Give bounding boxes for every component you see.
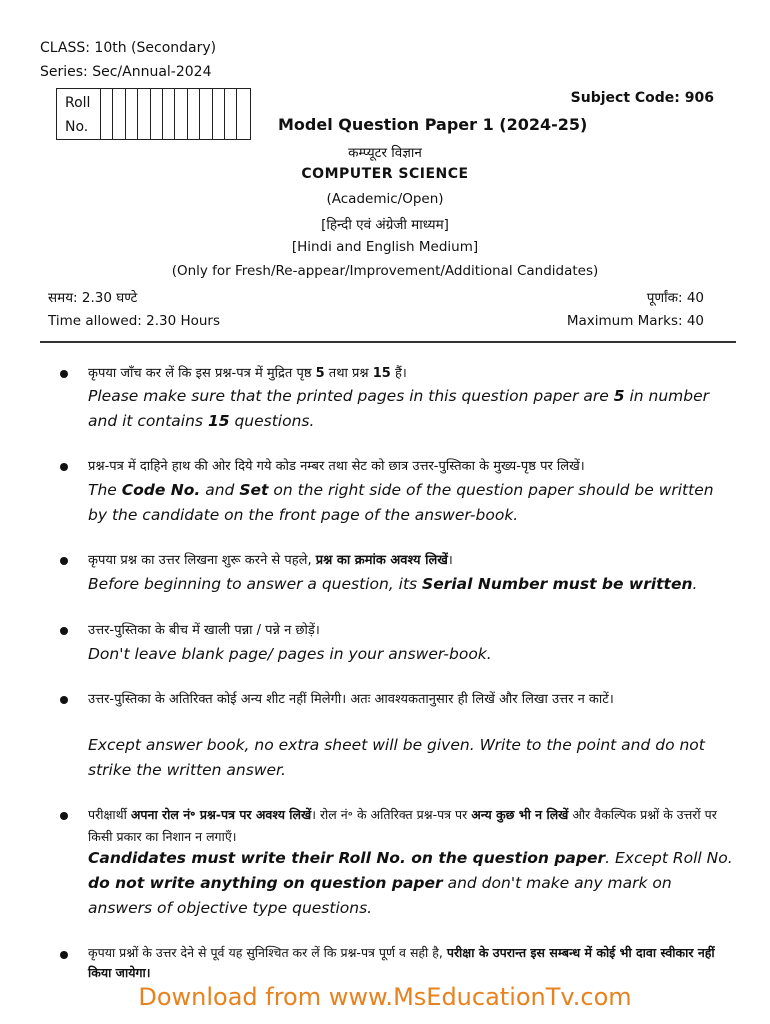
roll-label: [57, 89, 101, 139]
instruction-2-english: The Code No. and Set on the right side of the question paper should be written by the candidate on the front page of the answer-book.: [88, 481, 714, 524]
bullet-icon: [60, 627, 68, 635]
header-divider: [40, 341, 736, 343]
instruction-1-english: Please make sure that the printed pages in this question paper are 5 in number and it contains 15 questions.: [88, 387, 709, 430]
instruction-6-english: Candidates must write their Roll No. on the question paper. Except Roll No. do not write anything on question paper and don't make any mark on answers of objective type questions.: [88, 849, 733, 917]
instruction-4-hindi: उत्तर-पुस्तिका के बीच में खाली पन्ना / पन्ने न छोड़ें।: [88, 623, 320, 638]
class-line: CLASS: 10th (Secondary): [40, 40, 217, 56]
roll-digit-cell[interactable]: [237, 89, 249, 139]
roll-digit-cell[interactable]: [126, 89, 138, 139]
roll-number-box[interactable]: [56, 88, 251, 140]
series-line: Series: Sec/Annual-2024: [40, 64, 212, 80]
candidates-note: (Only for Fresh/Re-appear/Improvement/Additional Candidates): [171, 263, 599, 279]
download-footer-link[interactable]: Download from www.MsEducationTv.com: [138, 983, 632, 1011]
roll-digit-cell[interactable]: [138, 89, 150, 139]
roll-digit-cell[interactable]: [225, 89, 237, 139]
medium-english: [Hindi and English Medium]: [291, 239, 479, 255]
roll-digit-cell[interactable]: [113, 89, 125, 139]
bullet-icon: [60, 696, 68, 704]
subject-english: COMPUTER SCIENCE: [301, 166, 469, 182]
bullet-icon: [60, 951, 68, 959]
stream: (Academic/Open): [326, 191, 444, 207]
marks-hindi: पूर्णांक: 40: [646, 290, 704, 306]
medium-hindi: [हिन्दी एवं अंग्रेजी माध्यम]: [321, 217, 449, 233]
roll-digit-cell[interactable]: [213, 89, 225, 139]
roll-digit-cell[interactable]: [163, 89, 175, 139]
instruction-3-english: Before beginning to answer a question, its Serial Number must be written.: [88, 575, 698, 593]
roll-digit-cell[interactable]: [188, 89, 200, 139]
roll-digit-cell[interactable]: [200, 89, 212, 139]
roll-digit-cell[interactable]: [101, 89, 113, 139]
instruction-3-hindi: कृपया प्रश्न का उत्तर लिखना शुरू करने से पहले, प्रश्न का क्रमांक अवश्य लिखें।: [88, 553, 453, 568]
paper-title: Model Question Paper 1 (2024-25): [278, 115, 588, 134]
subject-hindi: कम्प्यूटर विज्ञान: [348, 145, 422, 161]
instruction-1-hindi: कृपया जाँच कर लें कि इस प्रश्न-पत्र में मुद्रित पृष्ठ 5 तथा प्रश्न 15 हैं।: [88, 366, 407, 381]
instruction-5-hindi: उत्तर-पुस्तिका के अतिरिक्त कोई अन्य शीट नहीं मिलेगी। अतः आवश्यकतानुसार ही लिखें और लिखा उत्तर न काटें।: [88, 692, 614, 707]
instruction-5-english: Except answer book, no extra sheet will be given. Write to the point and do not strike the written answer.: [88, 736, 705, 779]
time-hindi: समय: 2.30 घण्टे: [48, 290, 138, 306]
roll-label-line-1: Roll: [65, 95, 91, 111]
time-english: Time allowed: 2.30 Hours: [48, 313, 221, 329]
instruction-2-hindi: प्रश्न-पत्र में दाहिने हाथ की ओर दिये गये कोड नम्बर तथा सेट को छात्र उत्तर-पुस्तिका के मुख्य-पृष्ठ पर लिखें।: [88, 459, 585, 474]
roll-digit-cell[interactable]: [151, 89, 163, 139]
bullet-icon: [60, 812, 68, 820]
roll-digit-cell[interactable]: [175, 89, 187, 139]
bullet-icon: [60, 370, 68, 378]
instruction-4-english: Don't leave blank page/ pages in your answer-book.: [88, 645, 492, 663]
marks-english: Maximum Marks: 40: [566, 313, 704, 329]
bullet-icon: [60, 463, 68, 471]
instruction-7-hindi: कृपया प्रश्नों के उत्तर देने से पूर्व यह सुनिश्चित कर लें कि प्रश्न-पत्र पूर्ण व सही है, परीक्षा के उपरान्त इस सम्बन्ध में कोई भी दावा स्वीकार नहीं किया जायेगा।: [88, 945, 715, 980]
bullet-icon: [60, 557, 68, 565]
roll-label-line-2: No.: [65, 119, 89, 135]
subject-code: Subject Code: 906: [570, 90, 714, 106]
instruction-6-hindi: परीक्षार्थी अपना रोल नं॰ प्रश्न-पत्र पर अवश्य लिखें। रोल नं॰ के अतिरिक्त प्रश्न-पत्र पर अन्य कुछ भी न लिखें और वैकल्पिक प्रश्नों के उत्तरों पर किसी प्रकार का निशान न लगाएँ।: [88, 807, 717, 844]
